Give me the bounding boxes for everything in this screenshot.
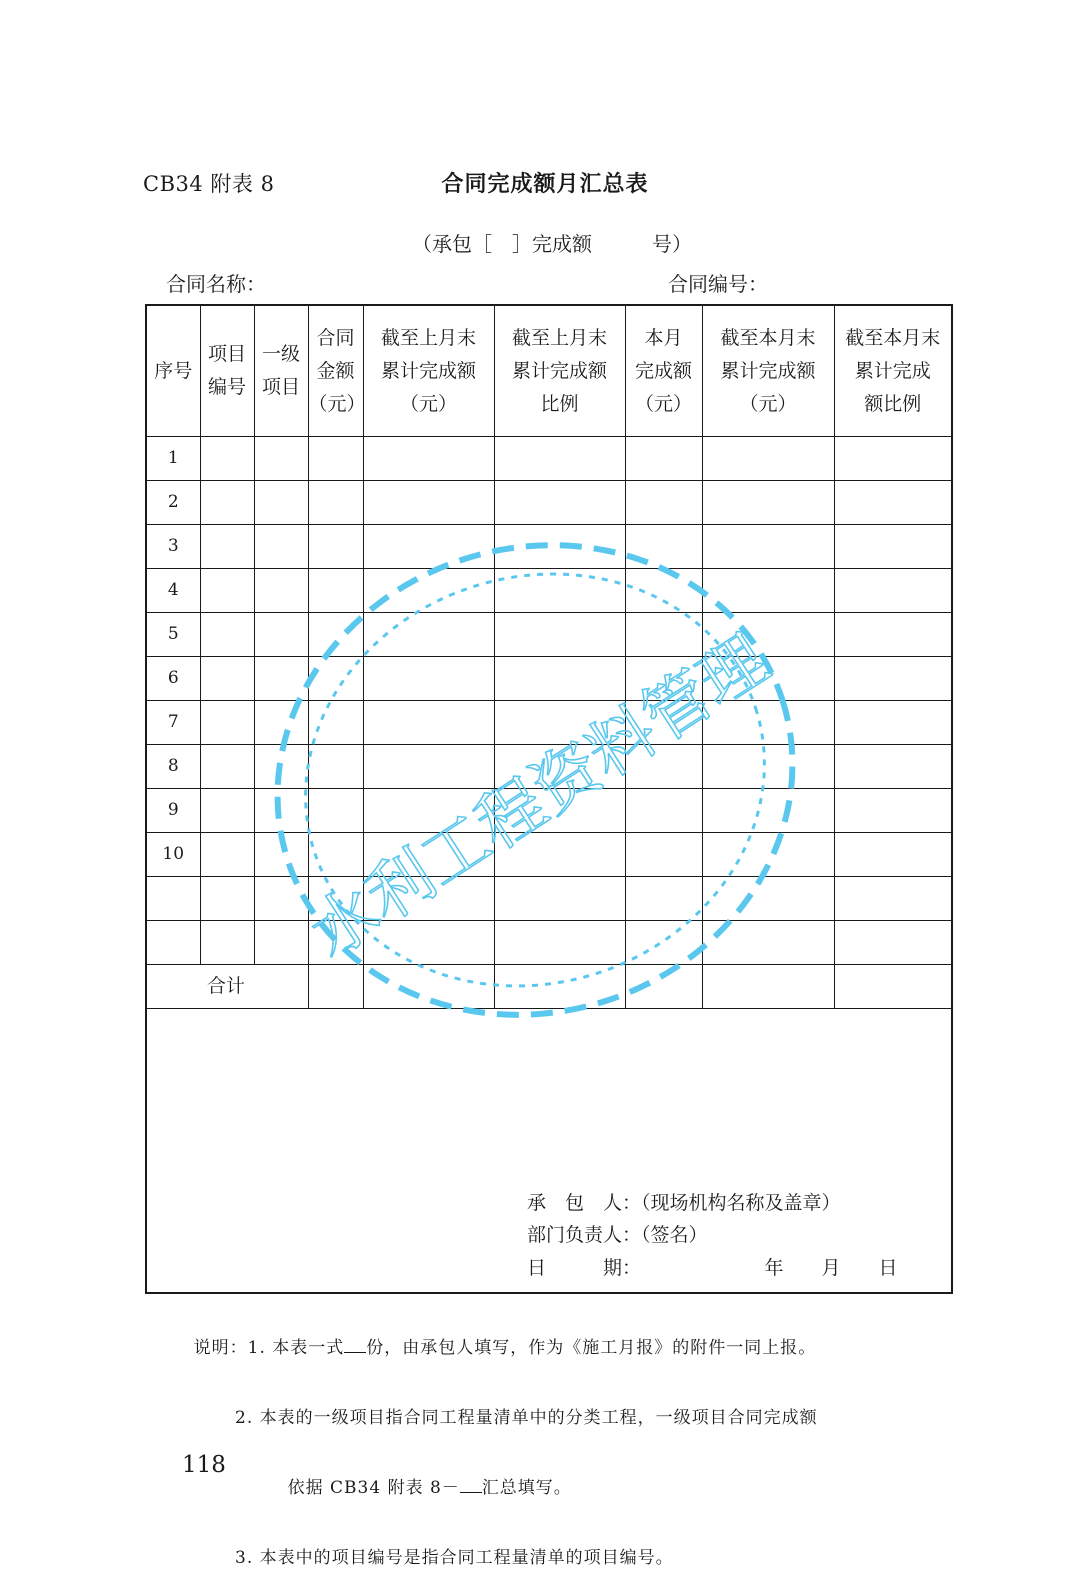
attachment-number-blank[interactable] [460,1476,482,1493]
watermark-text: 水利工程资料管理 [296,620,782,973]
table-cell[interactable] [834,613,952,657]
total-cell[interactable] [834,965,952,1009]
contract-name-label: 合同名称： [166,272,266,296]
table-row [146,481,952,525]
row-number: 10 [146,833,200,877]
table-cell[interactable] [702,745,834,789]
table-cell[interactable] [308,613,363,657]
row-number: 7 [146,701,200,745]
note-2-text-b: 汇总填写。 [481,1478,572,1498]
table-cell[interactable] [494,613,625,657]
table-cell[interactable] [200,657,254,701]
signature-block [146,1009,952,1294]
table-cell[interactable] [834,789,952,833]
signature-row [146,1009,952,1294]
table-cell[interactable] [834,833,952,877]
total-cell[interactable] [625,965,702,1009]
column-header-line: 截至本月末 [845,326,941,349]
table-cell[interactable] [363,745,494,789]
table-cell[interactable] [834,921,952,965]
table-cell[interactable] [363,789,494,833]
column-header-4 [308,305,366,437]
column-header-9 [834,305,952,437]
column-header-line: 额比例 [864,392,922,415]
table-cell[interactable] [308,745,363,789]
column-header-line: 累计完成 [854,359,931,382]
table-cell[interactable] [308,833,363,877]
column-header-line: 序号 [154,359,193,382]
table-row [146,877,952,921]
table-cell[interactable] [494,525,625,569]
column-header-line: 比例 [540,392,579,415]
date-line[interactable]: 日 期： 年 月 日 [527,1257,898,1279]
form-subtitle: （承包［ ］完成额 号） [412,232,692,256]
table-header-row [146,305,952,437]
table-cell[interactable] [625,437,702,481]
table-cell[interactable] [363,701,494,745]
column-header-3 [254,305,308,437]
column-header-8 [702,305,834,437]
table-row [146,701,952,745]
note-1 [168,1296,818,1401]
row-number: 2 [146,481,200,525]
column-header-5 [363,305,494,437]
contract-number-label: 合同编号： [668,272,768,296]
column-header-line: 截至上月末 [380,326,476,349]
note-2-line-2 [168,1436,818,1541]
column-header-line: 截至本月末 [720,326,816,349]
column-header-line: 金额 [316,359,355,382]
column-header-7 [625,305,702,437]
table-cell[interactable] [363,481,494,525]
table-cell[interactable] [625,789,702,833]
table-cell[interactable] [308,525,363,569]
column-header-line: 项目 [207,343,246,365]
table-cell[interactable] [363,833,494,877]
table-cell[interactable] [494,437,625,481]
table-cell[interactable] [254,701,308,745]
table-cell[interactable] [834,745,952,789]
dept-head-signature-line[interactable]: 部门负责人：（签名） [527,1224,708,1246]
form-code: CB34 附表 8 [143,172,275,196]
table-cell[interactable] [363,525,494,569]
table-cell[interactable] [200,833,254,877]
table-cell[interactable] [625,613,702,657]
table-cell[interactable] [834,525,952,569]
table-row [146,569,952,613]
table-cell[interactable] [702,481,834,525]
contractor-signature-line[interactable]: 承 包 人：（现场机构名称及盖章） [527,1192,841,1214]
table-cell[interactable] [200,613,254,657]
table-cell[interactable] [702,877,834,921]
total-cell[interactable] [702,965,834,1009]
row-number [146,921,200,965]
table-cell[interactable] [625,525,702,569]
table-cell[interactable] [200,481,254,525]
row-number: 3 [146,525,200,569]
column-header-line: 截至上月末 [511,326,607,349]
column-header-line: 完成额 [634,359,692,382]
table-cell[interactable] [200,569,254,613]
note-2-line-1: 2. 本表的一级项目指合同工程量清单中的分类工程，一级项目合同完成额 [235,1408,818,1428]
table-cell[interactable] [625,745,702,789]
table-cell[interactable] [702,921,834,965]
note-2-text-a: 依据 CB34 附表 8－ [287,1478,460,1498]
page-number: 118 [182,1452,226,1478]
table-cell[interactable] [834,877,952,921]
column-header-line: 本月 [644,326,683,349]
table-cell[interactable] [308,877,363,921]
column-header-line: （元） [399,392,457,415]
table-cell[interactable] [254,569,308,613]
form-title: 合同完成额月汇总表 [441,172,649,197]
table-cell[interactable] [702,525,834,569]
table-cell[interactable] [308,921,363,965]
table-cell[interactable] [363,877,494,921]
table-cell[interactable] [625,921,702,965]
column-header-line: （元） [634,392,692,415]
table-cell[interactable] [200,877,254,921]
total-cell[interactable] [308,965,363,1009]
table-cell[interactable] [363,437,494,481]
table-cell[interactable] [363,613,494,657]
table-cell[interactable] [702,833,834,877]
notes-section [168,1296,818,1576]
table-cell[interactable] [363,569,494,613]
table-row [146,921,952,965]
table-cell[interactable] [702,613,834,657]
table-cell[interactable] [200,437,254,481]
column-header-6 [494,305,625,437]
table-cell[interactable] [200,921,254,965]
column-header-line: 累计完成额 [380,359,476,382]
table-cell[interactable] [702,701,834,745]
table-cell[interactable] [254,657,308,701]
note-1-text-b: 份，由承包人填写，作为《施工月报》的附件一同上报。 [366,1338,817,1358]
column-header-line: 项目 [261,376,300,398]
row-number: 1 [146,437,200,481]
table-cell[interactable] [625,833,702,877]
table-cell[interactable] [625,657,702,701]
table-row [146,657,952,701]
table-cell[interactable] [834,481,952,525]
column-header-2 [200,305,254,437]
table-cell[interactable] [834,437,952,481]
row-number: 4 [146,569,200,613]
table-cell[interactable] [308,701,363,745]
row-number: 5 [146,613,200,657]
table-cell[interactable] [625,569,702,613]
table-cell[interactable] [625,877,702,921]
summary-table [145,304,953,1294]
table-cell[interactable] [625,481,702,525]
table-cell[interactable] [834,657,952,701]
table-cell[interactable] [308,437,363,481]
table-cell[interactable] [494,789,625,833]
column-header-line: 合同 [316,326,355,349]
table-cell[interactable] [494,657,625,701]
table-cell[interactable] [200,525,254,569]
table-cell[interactable] [200,789,254,833]
table-row [146,525,952,569]
table-row [146,833,952,877]
table-cell[interactable] [363,921,494,965]
table-cell[interactable] [254,613,308,657]
column-header-line: （元） [308,392,366,415]
note-1-text-a: 说明：1. 本表一式 [193,1338,345,1358]
column-header-line: 累计完成额 [511,359,607,382]
table-cell[interactable] [702,789,834,833]
table-cell[interactable] [308,789,363,833]
table-cell[interactable] [308,481,363,525]
note-3: 3. 本表中的项目编号是指合同工程量清单的项目编号。 [235,1548,674,1568]
total-row [146,965,952,1009]
table-cell[interactable] [702,569,834,613]
column-header-line: 编号 [207,376,246,398]
column-header-1 [146,305,200,437]
total-cell[interactable] [363,965,494,1009]
row-number: 8 [146,745,200,789]
table-row [146,745,952,789]
table-cell[interactable] [363,657,494,701]
table-cell[interactable] [254,525,308,569]
column-header-line: （元） [739,392,797,415]
table-cell[interactable] [702,437,834,481]
row-number: 9 [146,789,200,833]
table-cell[interactable] [254,437,308,481]
table-cell[interactable] [494,701,625,745]
table-row [146,789,952,833]
table-cell[interactable] [308,569,363,613]
table-cell[interactable] [494,481,625,525]
table-cell[interactable] [702,657,834,701]
table-cell[interactable] [254,745,308,789]
row-number: 6 [146,657,200,701]
table-cell[interactable] [254,921,308,965]
table-cell[interactable] [254,481,308,525]
table-cell[interactable] [834,569,952,613]
table-cell[interactable] [254,877,308,921]
copies-blank[interactable] [344,1336,366,1353]
table-cell[interactable] [494,833,625,877]
table-cell[interactable] [625,701,702,745]
table-cell[interactable] [834,701,952,745]
table-row [146,613,952,657]
table-cell[interactable] [494,745,625,789]
total-label: 合计 [146,965,308,1009]
column-header-line: 一级 [261,343,300,365]
table-cell[interactable] [200,701,254,745]
table-cell[interactable] [494,569,625,613]
column-header-line: 累计完成额 [720,359,816,382]
table-cell[interactable] [494,877,625,921]
table-row [146,437,952,481]
table-cell[interactable] [200,745,254,789]
table-cell[interactable] [308,657,363,701]
table-cell[interactable] [254,833,308,877]
table-cell[interactable] [254,789,308,833]
total-cell[interactable] [494,965,625,1009]
row-number [146,877,200,921]
table-cell[interactable] [494,921,625,965]
